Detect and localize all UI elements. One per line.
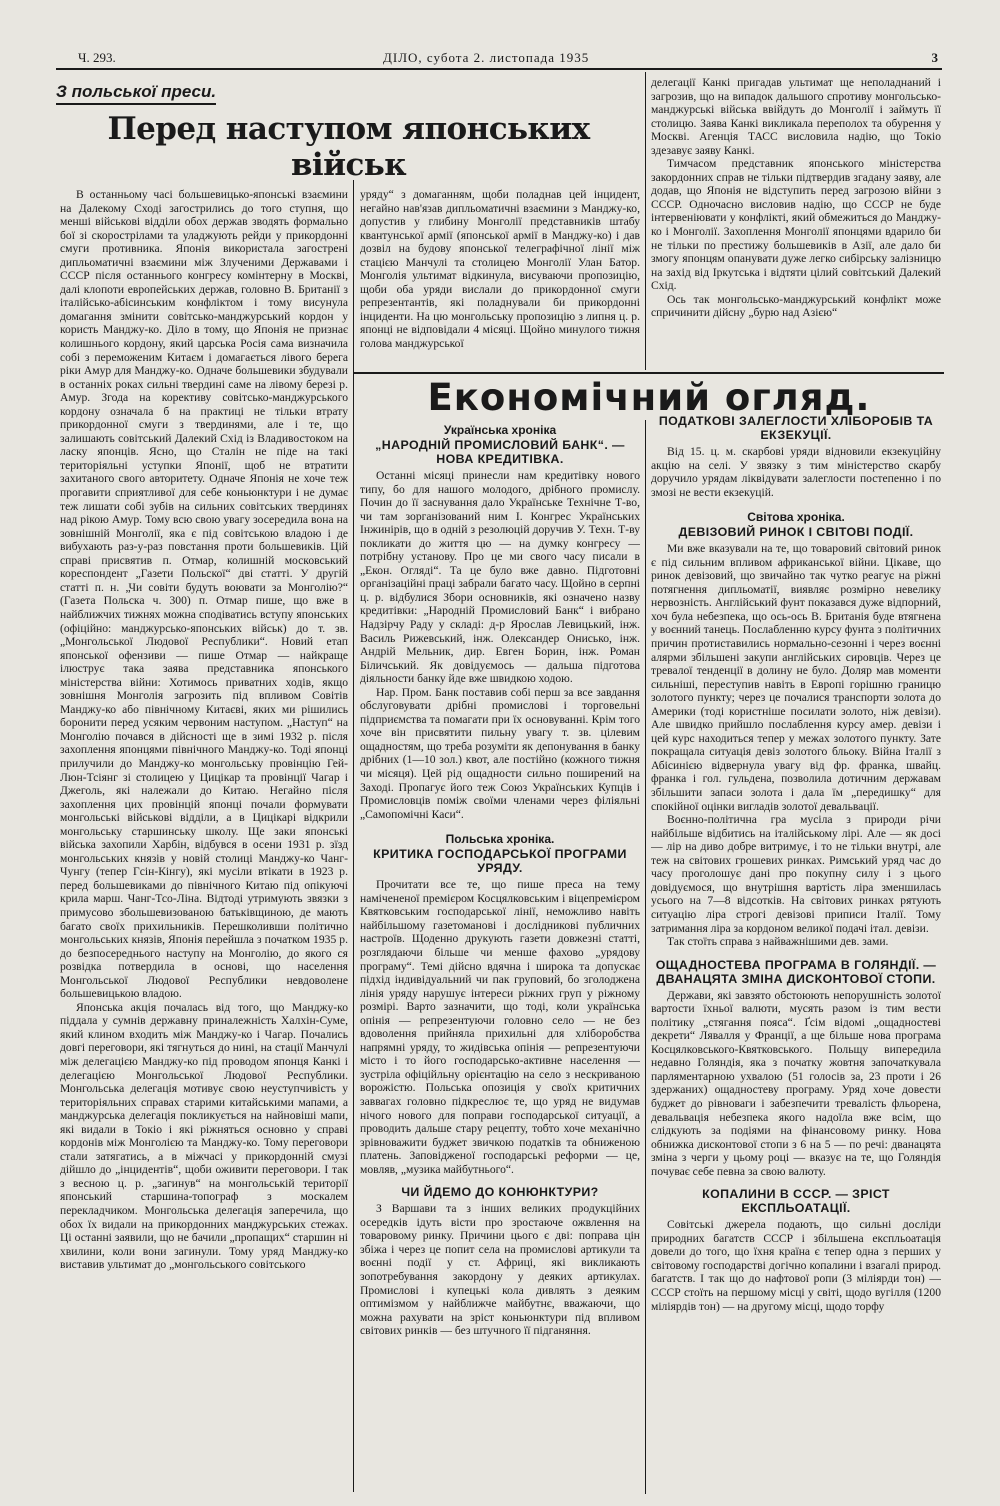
header-rule bbox=[56, 68, 942, 70]
heading-government-critique: КРИТИКА ГОСПОДАРСЬКОЇ ПРОГРАМИ УРЯДУ. bbox=[373, 847, 627, 876]
column-divider-economic bbox=[645, 420, 646, 1494]
conjuncture-paragraph-1: З Варшави та з інших великих продукційних осередків ідуть вісти про зростаюче ожвлення на товаровому ринку. Причини цього є дві: поправа цін збіжа і через це попит села на промислові артикули та воєнні події у ст. Африці, які викликають зопотребування закордону у деяких артикулах. Промислові і купецькі кола дивлять з деяким оптимізмом у найближче майбутнє, вважаючи, що можна рахувати на зріст коньюнктури під впливом світових ринків — без штучного її підганяння. bbox=[360, 1202, 640, 1338]
minerals-paragraph-1: Совітські джерела подають, що сильні досліди природних багатств СССР і збільшена експльоатація довели до того, що їхня країна є тепер одна з перших у світовому господарстві догічно копалини і взагалі природ. багатств. І так що до нафтової ропи (3 міліярди тон) — СССР стоїть на першому місці у світі, щодо вугілля (1200 міліярдів тон) — на другому місці, щодо торфу bbox=[651, 1218, 941, 1313]
bank-paragraph-2: Нар. Пром. Банк поставив собі перш за все завдання обслуговувати дрібні промислові і торговельні підприємства та помагати при їх основуванні. Крім того хоче він присвятити пильну увагу т. зв. цілевим ощадностям, що треба розуміти як депонування в банку дрібних (1—10 зол.) квот, але постійно (кожного тижня чи місяця). Цей рід ощадности сильно поширений на Заході. Пропагує його теж Союз Українських Купців і Промисловців поміж своїми членами через філіяльні „Самопомічні Каси“. bbox=[360, 685, 640, 821]
currency-paragraph-1: Ми вже вказували на те, що товаровий світовий ринок є під сильним впливом африканської війни. Цікаве, що ринок девізовий, що звичайно так чутко реагує на ріжні потягнення дипльоматії, виявляє розмірно невелику нервозність. Англійський фунт показався дуже відпорний, хоч була небезпека, що ось-ось В. Британія буде втягнена у воєнний танець. Послабленню курсу фунта з політичних причин протиставились нормально-сезонні і через воєнні алярми збільшені закупи англійських сировців. Через це тревалої тенденції в долину не було. Доляр мав моменти сильніші, переступив навіть в Европі горішню границю золотого пункту; через це почалися транспорти золота до Америки (тоді користніше посилати золото, ніж девізи). Але швидко прийшло послаблення курсу амер. девізи і цей курс находиться тепер у межах золотого пункту. Зате покращала ситуація девіз золотого бльоку. Війна Італії з Абісинією відвернула увагу від фр. франка, швайц. франка і гол. гульдена, позволила дотичним державам збільшити запаси золота і дала їм „передишку“ для спокійної оцінки вигладів золотої девальвації. bbox=[651, 542, 941, 813]
subsection-world-chronicle: Світова хроніка. bbox=[747, 510, 845, 525]
netherlands-paragraph-1: Держави, які завзято обстоюють непорушність золотої вартости їхньої валюти, мусять разом із тим вести політику „стягання пояса“. Ґсім відомі „ощадностеві декрети“ Лявалля у Франції, а ще більше нова програма Косцялковського-Квятковського. Польщу випередила недавно Голяндія, яка з початку жовтня започаткувала парляментарною ухвалою (51 голосів за, 23 проти і 26 здержаних) ощадностеву програму. Уряд хоче довести буджет до рівноваги і забезпечити тревалість фльорена, девальвація небезпека якого надоїла вже всім, що слідкують за подіями на фінансовому ринку. Нова обнижка дисконтової стопи з 6 на 5 — по речі: дванацята зміна з черги у цьому році — вказує на те, що Голяндія почуває себе певна за свою валюту. bbox=[651, 988, 941, 1178]
currency-paragraph-3: Так стоїть справа з найважнішими дев. зами. bbox=[667, 935, 889, 949]
bank-paragraph-1: Останні місяці принесли нам кредитівку нового типу, бо для нашого молодого, дрібного промислу. Почин до її заснування дало Українське Технічне Т-во, чи там зорганізований ним І. Конгрес Українських Інжинірів, що в одній з резолюцій доручив У. Техн. Т-ву покликати до життя цю — на думку конгресу — потрібну установу. Про це ми свого часу писали в „Екон. Огляді“. Та це було вже давно. Підготовні організаційні праці забрали багато часу. Щойно в серпні ц. р. відбулися Збори основників, які означено назву кредитівки: „Народній Промисловий Банк“ і вибрано Надзірчу Раду у складі: д-р Ярослав Левицький, інж. Василь Рижевський, інж. Олександер Онисько, інж. Андрій Мельник, дир. Евген Борин, інж. Роман Біличський. Як довідуємось — дальша підготова діяльности банку йде вже швидкою ходою. bbox=[360, 469, 640, 686]
economic-section-rule bbox=[354, 372, 944, 374]
critique-paragraph-1: Прочитати все те, що пише преса на тему намічененої премієром Косцялковським і віцепремієром Квятковським господарської лінії, неможливо навіть найбільшому газетоманові і дослідникові публичних настроїв. Щоденно друкують газети довжезні статті, розглядаючи більше чи менше фахово „урядову програму“. Темі дійсно вдячна і широка та допускає підхід індивідуальний чи пак груповий, бо зголоджена лінія уряду нарушує інтереси ріжних груп у ріжному розмірі. Варто зазначити, що тоді, коли українська опінія — репрезентуючи головно село — не без вдоволення прийняла прихильні для хліборобства напрямні уряду, то жидівська опінія — репрезентуючи місто і то його господарсько-активне населення — зустріла офіційльну орієнтацію на село з нескриваною ворожістю. Польська опозиція у своїх критичних заввагах головно підкреслює те, що уряд не видумав нічого нового для поправи господарської ситуації, а проводить дальше стару рецепту, тобто хоче механічно зрівноважити буджет звичкою податків та обниженою платень. Заповідженої господарські реформи — це, мовляв, „музика майбутнього“. bbox=[360, 878, 640, 1176]
headline-line-1: Перед наступом японських військ bbox=[107, 111, 590, 182]
heading-tax-arrears: ПОДАТКОВІ ЗАЛЕГЛОСТИ ХЛІБОРОБІВ ТА ЕКЗЕКУЦІЇ. bbox=[658, 414, 934, 442]
subsection-ukrainian-chronicle: Українська хроніка bbox=[443, 423, 557, 437]
economic-right-column bbox=[651, 414, 941, 1494]
economic-middle-column bbox=[360, 421, 640, 1494]
left-column-text bbox=[60, 188, 348, 1494]
middle-column-text bbox=[360, 188, 640, 364]
running-header bbox=[78, 50, 938, 68]
right-top-paragraph-2: Тимчасом представник японського міністерства закордонних справ не тільки підтвердив згадану заяву, але додав, що Японія не відступить перед загрозою війни з СССР. Одночасно висловив надію, що СССР не буде інтервеніювати у конфлікті, який обмежиться до Манджу-ко і Монголії. Захоплення Монголії японцями вдарило би не тільки по престижу большевиків в Азії, але дало би змогу японцям опанувати дуже легко сибірську залізницю на захід від Іркутська і відтяти цілий совітський Далекий Схід. bbox=[651, 157, 941, 293]
left-story-header bbox=[56, 82, 641, 182]
heading-currency-market: ДЕВІЗОВИЙ РИНОК І СВІТОВІ ПОДІЇ. bbox=[678, 525, 914, 540]
left-paragraph-2: Японська акція почалась від того, що Манджу-ко піддала у сумнів державну приналежність Халхін-Суме, який клином входить між Манджу-ко і Чагар. Почались довгі переговори, які тягнуться до нині, на стації Манчулі між делегацією Манджу-ко під проводом японця Канкі і делегацією Монгольської Людової Республики. Монгольська делегація мотивує свою неуступчивість у територіяльних справах старими китайськими мапами, а манджурська делегація покликується на найновіші мапи, які видали в Токіо і які ріжняться основно у справі кордонів між Монголією та Манджу-ко. Тому переговори стали затягатись, а в міжчасі у прикордонній смузі дійшло до „інцидентів“, щоби оживити переговори. І так з весною ц. р. „загинув“ на монгольській території японський старшина-топограф з москалем перекладчиком. Монгольська делегація заперечила, що обох їх видали на прикордонних манджурських стежах. Ці останні заявили, що не бачили „пропащих“ старшин ні хвилини, коли вони загинули. Тому уряд Манджу-ко виставив ультимат до „монгольського совітського bbox=[60, 1000, 348, 1272]
left-paragraph-1: В останньому часі большевицько-японські взаємини на Далекому Сході загострились до того ступня, що менші військові відділи обох держав зводять формально бої зі скорострілами та уладжують рейди у прикордонні смуги противника. Японія використала загострені дипльоматичні взаємини між Злученими Державами і СССР після останнього конгресу комінтерну в Москві, далі клопоти европейських держав, головно В. Британії з італійсько-абісинським конфліктом і тому висунула домагання змінити совітсько-манджурський кордон у користь Манджу-ко. Діло в тому, що Японія не признає колишнього кордону, який царська Росія сама визначила собі з переможеним Китаєм і домагається лівого берега ріки Амур для Манджу-ко. Одначе большевики збудували в останніх роках сильні твердині саме на лівому березі р. Амур. Згода на корективу совітсько-манджурського кордону означала б на практиці не тільки втрату прикордонної смуги з твердинями, але і те, що залишають совітський Далекий Схід із Владивостоком на ласку японців. Ясно, що Сталін не піде на такі територіяльні уступки Японії, щоб не втратити захитаного свого авторитету. Одначе Японія не хоче теж прогавити сприятливої для себе коньюнктури і не думає теж лишати собі зубів на сильних совітських твердинях над рікою Амур. Тому всю свою увагу зосередила вона на зовнішній Монголії, яка є під совітською владою і де вибухають раз-у-раз повстання проти большевиків. Цій справі присвятив п. Отмар, колишній московський кореспондент „Газети Польскої“ дві статті. У другій статті п. н. „Чи совіти будуть воювати за Монголію?“ (Газета Польска ч. 300) п. Отмар пише, що вже в найближчих тижнях можна сподіватись вступу японських (офіційно: манджурсько-японських військ) до т. зв. „Монгольської Людової Республики“. Новий етап японської офензиви — пише Отмар — найкраще ілюструє така заява представника японського міністерства війни: Хотимось приватних ходів, якщо зовнішня Монголія загрозить під впливом Совітів Манджу-ко або північному Китаєві, яких ми рішились боронити перед усяким червоним наступом. „Наступ“ на Монголію почався в дійсності ще в зимі 1932 р. після захоплення японцями північного Манджу-ко. Тоді японці прилучили до Манджу-ко монгольську провінцію Гей-Люн-Тсіянг зі столицею у Цицікар та провінції Чагар і Джеголь, які належали до Китаю. Негайно після захоплення цих провінцій японці почали формувати монгольські військові відділи, а в Цицікарі відкрили монгольську старшинську школу. Ще заки японські війська захопили Харбін, відбувся в осени 1931 р. зїзд монгольських князів у новій столиці Манджу-ко Чанг-Чунгу (тепер Гсін-Кінгу), які мусіли втікати в 1923 р. перед большевиками до північного Китаю під опікуючі крила марш. Чанг-Тсо-Ліна. Відтоді утримують звязки з примусово збольшевизованою батьківщиною, де мають багато своїх прихильників. Перешколивши політично монгольських князів, Японія перейшла з початком 1935 р. до безпосереднього наступу на Монголію, до якого ся розвідка потвердила в основі, що населення Монгольської Людової Республики невдоволене большевицькою владою. bbox=[60, 188, 348, 1001]
heading-conjuncture: ЧИ ЙДЕМО ДО КОНЮНКТУРИ? bbox=[401, 1185, 599, 1200]
subsection-polish-chronicle: Польська хроніка. bbox=[445, 832, 555, 847]
heading-ussr-minerals: КОПАЛИНИ В СССР. — ЗРІСТ ЕКСПЛЬОАТАЦІЇ. bbox=[702, 1187, 890, 1216]
heading-national-bank: „НАРОДНІЙ ПРОМИСЛОВИЙ БАНК“. — НОВА КРЕДИТІВКА. bbox=[375, 438, 625, 466]
right-top-paragraph-3: Ось так монгольсько-манджурський конфлікт може спричинити дійсну „бурю над Азією“ bbox=[651, 292, 941, 320]
section-label-polish-press: З польської преси. bbox=[56, 82, 216, 105]
economic-review-title: Економічний огляд. bbox=[427, 376, 871, 419]
tax-paragraph-1: Від 15. ц. м. скарбові уряди відновили екзекуційну акцію на селі. У звязку з тим міністерство скарбу доручило урядам ліквідувати залеглости постепенно і по змозі не вести екзекуцій. bbox=[651, 445, 941, 499]
right-top-text bbox=[651, 76, 941, 368]
right-top-paragraph-1: делегації Канкі пригадав ультимат ще неполаднаний і загрозив, що на випадок дальшого спротиву монгольсько-манджурські війська ввійдуть до Монголії і займуть її столицю. Заява Канкі викликала переполох та обурення у Москві. Агенція ТАСС висловила надію, що Токіо здезавує заяву Канкі. bbox=[651, 76, 941, 157]
column-divider-top-right bbox=[645, 72, 646, 370]
page-number: 3 bbox=[931, 50, 938, 65]
masthead-date: ДІЛО, субота 2. листопада 1935 bbox=[383, 50, 590, 65]
heading-netherlands-program: ОЩАДНОСТЕВА ПРОГРАМА В ГОЛЯНДІЇ. — ДВАНАЦЯТА ЗМІНА ДИСКОНТОВОЇ СТОПИ. bbox=[655, 957, 937, 986]
currency-paragraph-2: Воєнно-політична гра мусіла з природи річи найбільше відбитись на італійському лірі. Але — як досі — лір на диво добре витримує, і то не тільки внутрі, але теж на світових грошевих ринках. Римський уряд час до часу проголошує дані про покупну силу і з цього довідуємося, що внутрішня вартість ліра зменшилась усього на 7—8 відсотків. На світових ринках рятують ситуацію ліра строгі девізові приписи Італії. Тому затримання ліра за кордоном великої подачі італ. девізи. bbox=[651, 813, 941, 935]
issue-number: Ч. 293. bbox=[78, 50, 116, 65]
middle-paragraph-1: уряду“ з домаганням, щоби поладнав цей інцидент, негайно нав'язав дипльоматичні взаємини з Манджу-ко, допустив у глибину Монголії представників штабу квантунської армії (японської армії в Манджу-ко) і дав дозвіл на будову японської телеграфічної лінії між стацією Манчулі та столицею Монголії Улан Батор. Монголія ультимат відкинула, висуваючи пропозицію, щоби оба уряди вислали до прикордонної смуги репрезентантів, які поладнували би прикордонні інциденти. На цю монгольську пропозицію з липня ц. р. японці не відповідали 4 місяці. Щойно минулого тижня голова манджурської bbox=[360, 188, 640, 351]
column-divider-left bbox=[353, 180, 354, 1492]
